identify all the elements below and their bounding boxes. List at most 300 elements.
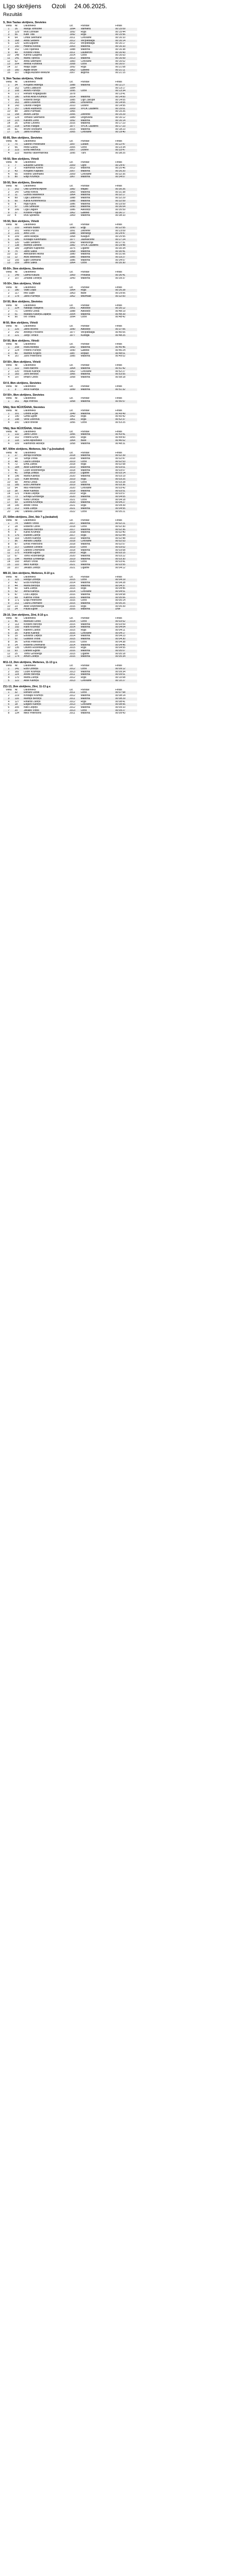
bib-cell: 24 bbox=[14, 608, 23, 611]
time-cell: 00:02:44 bbox=[115, 534, 137, 537]
time-cell: 00:24:47 bbox=[115, 232, 137, 235]
bib-cell: 160 bbox=[14, 69, 23, 72]
place-cell: 2 bbox=[8, 310, 10, 313]
time-cell: 00:38:25 bbox=[115, 152, 126, 155]
club-cell: Rīga bbox=[80, 415, 87, 418]
year-cell: 2013 bbox=[69, 57, 80, 60]
bib-cell: 14 bbox=[14, 644, 23, 647]
year-cell: 2018 bbox=[69, 549, 75, 552]
club-cell: Ozoli bbox=[80, 668, 114, 671]
year-cell: 1997 bbox=[69, 143, 80, 146]
time-cell: 00:05:39 bbox=[115, 605, 126, 608]
column-header-year: Dz. bbox=[69, 286, 74, 289]
column-header-nr: Nr. bbox=[14, 140, 19, 143]
club-cell: Dzuvienra bbox=[80, 101, 114, 105]
club-cell: Ogre bbox=[80, 164, 114, 167]
time-cell: 00:58:18 bbox=[115, 376, 126, 379]
time-cell: 00:16:07 bbox=[115, 63, 137, 66]
year-cell: 2016 bbox=[69, 655, 80, 658]
place-cell: 15 bbox=[3, 69, 14, 72]
bib-cell: 90 bbox=[14, 316, 18, 319]
time-cell: 00:45:46 bbox=[115, 346, 137, 349]
club-cell: Ropaži bbox=[80, 352, 114, 355]
year-cell: 2018 bbox=[69, 469, 75, 472]
name-cell: Olta Gromna-Apsīte bbox=[23, 188, 69, 191]
time-cell: 00:52:27 bbox=[115, 370, 126, 373]
place-cell: 9 bbox=[3, 602, 14, 605]
bib-cell: 142 bbox=[14, 331, 19, 334]
column-header-nr: Nr. bbox=[14, 304, 19, 307]
bib-cell: 197 bbox=[14, 376, 19, 379]
year-cell: 2014 bbox=[69, 626, 80, 629]
club-cell: Madona bbox=[80, 466, 114, 469]
time-cell: 00:48:42 bbox=[115, 316, 126, 319]
place-cell: 7 bbox=[3, 472, 14, 475]
club-cell: Zebrene bbox=[80, 113, 114, 116]
column-header-name: Dalībnieks bbox=[23, 325, 36, 328]
club-cell: Madona bbox=[80, 626, 114, 629]
name-cell: Pēteris Purviņš bbox=[23, 349, 41, 352]
time-cell: 00:03:51 bbox=[115, 490, 137, 493]
results-section bbox=[3, 406, 243, 425]
place-cell: 6 bbox=[8, 202, 10, 206]
table-row bbox=[3, 511, 137, 514]
name-cell: Gatis Šeidiers bbox=[23, 241, 40, 244]
place-cell: 2 bbox=[8, 146, 10, 149]
year-cell: 2008 bbox=[69, 63, 80, 66]
column-header-name: Dalībnieks bbox=[23, 410, 36, 413]
bib-cell: 211 bbox=[14, 602, 23, 605]
club-cell: Rīga bbox=[80, 289, 114, 292]
place-cell: 4 bbox=[8, 197, 10, 200]
name-cell: Keita Ozoliņa bbox=[23, 498, 39, 501]
results-section bbox=[3, 382, 243, 392]
place-cell: 11 bbox=[3, 608, 14, 611]
bib-cell: 186 bbox=[14, 239, 23, 242]
club-cell: Madona bbox=[80, 602, 114, 605]
bib-cell: 180 bbox=[14, 96, 23, 99]
year-cell: 2019 bbox=[69, 472, 80, 475]
bib-cell: 190 bbox=[14, 415, 19, 418]
place-cell: 5 bbox=[3, 239, 14, 242]
place-cell: 1 bbox=[3, 307, 14, 310]
column-header-time: Finišs bbox=[115, 161, 122, 164]
column-header-time: Finišs bbox=[115, 519, 122, 522]
club-cell: Gaiteiki bbox=[80, 212, 114, 215]
club-cell: Ozoli bbox=[80, 691, 114, 694]
name-cell: Ivo Tiriška bbox=[23, 316, 36, 319]
results-section bbox=[3, 321, 243, 337]
name-cell: Marina Vasermanoka bbox=[23, 152, 48, 155]
year-cell: 2020 bbox=[69, 475, 75, 478]
column-header-place: Vieta bbox=[6, 688, 12, 691]
place-cell: 16 bbox=[7, 128, 10, 131]
column-header-club: Pārstāv bbox=[80, 81, 90, 84]
name-cell: Karīna Gaujēna bbox=[23, 54, 42, 57]
results-subtitle: Rezultāti bbox=[3, 12, 22, 18]
bib-cell: 141 bbox=[14, 668, 23, 671]
results-section bbox=[3, 685, 243, 716]
place-cell: 7 bbox=[3, 540, 14, 543]
place-cell: 2 bbox=[8, 525, 10, 528]
club-cell: Ozoli bbox=[80, 525, 87, 528]
name-cell: Anita Šeibere bbox=[23, 40, 69, 43]
place-cell: 13 bbox=[3, 558, 14, 561]
bib-cell: 129 bbox=[14, 30, 19, 33]
year-cell: 1962 bbox=[69, 69, 80, 72]
table-row bbox=[3, 680, 137, 683]
year-cell: 1943 bbox=[69, 277, 75, 280]
year-cell: 1966 bbox=[69, 101, 80, 105]
club-cell: Cesvaine bbox=[80, 60, 92, 63]
time-cell: 00:13:34 bbox=[115, 90, 137, 93]
name-cell: Paula Liepiņa bbox=[23, 493, 40, 496]
bib-cell: 168 bbox=[14, 40, 23, 43]
bib-cell: 36 bbox=[14, 640, 18, 643]
name-cell: Sofija Zeltiņa bbox=[23, 472, 69, 475]
club-cell: Lezēre bbox=[80, 104, 89, 107]
name-cell: Bruno Rožkalns bbox=[23, 128, 42, 131]
bib-cell: 80 bbox=[14, 176, 23, 179]
year-cell: 1963 bbox=[69, 292, 75, 295]
bib-cell: 181 bbox=[14, 98, 19, 101]
year-cell: 2011 bbox=[69, 698, 80, 701]
column-header-year: Dz. bbox=[69, 25, 74, 28]
club-cell: Madona bbox=[80, 670, 90, 673]
year-cell: 2015 bbox=[69, 629, 75, 632]
time-cell: 00:37:06 bbox=[115, 328, 137, 331]
place-cell: 1 bbox=[3, 367, 14, 370]
year-cell: 2011 bbox=[69, 691, 80, 694]
name-cell: Miks Kalniņš bbox=[23, 564, 69, 567]
year-cell: 1999 bbox=[69, 388, 80, 392]
place-cell: 12 bbox=[7, 259, 10, 262]
place-cell: 2 bbox=[8, 292, 10, 295]
name-cell: Liva Vijanska bbox=[23, 48, 39, 51]
time-cell: 00:22:47 bbox=[115, 143, 137, 146]
name-cell: Jānis Duškovs bbox=[23, 101, 69, 105]
year-cell: 1958 bbox=[69, 442, 75, 445]
column-header-year: Dz. bbox=[69, 410, 74, 413]
section-title: V0-50+, 5km skrējiens, Vīrieši bbox=[3, 282, 41, 286]
club-cell: Vecpiebalga bbox=[80, 331, 95, 334]
column-header-nr: Nr. bbox=[14, 519, 19, 522]
time-cell: 00:33:59 bbox=[115, 202, 126, 206]
club-cell: Madona bbox=[80, 501, 114, 504]
bib-cell: 19 bbox=[14, 635, 18, 638]
column-header-name: Dalībnieks bbox=[23, 140, 36, 143]
time-cell: 00:40:05 bbox=[115, 331, 126, 334]
column-header-year: Dz. bbox=[69, 304, 74, 307]
place-cell: 3 bbox=[3, 373, 14, 376]
results-section bbox=[3, 572, 243, 611]
name-cell: Sabīne Priedīnāne bbox=[23, 143, 69, 146]
results-table bbox=[3, 271, 137, 280]
column-header-year: Dz. bbox=[69, 451, 74, 454]
club-cell: Rīga bbox=[80, 629, 87, 632]
name-cell: Andrejs Počkens bbox=[23, 331, 43, 334]
bib-cell: 23 bbox=[14, 605, 18, 608]
section-title: M11-13, 2km skrējiens, Meitenes, 11-13 g.v. bbox=[3, 661, 58, 665]
place-cell: 4 bbox=[8, 93, 10, 96]
place-cell: 11 bbox=[3, 113, 14, 116]
bib-cell: 216 bbox=[14, 232, 23, 235]
name-cell: Elza Eiguere bbox=[23, 42, 39, 45]
club-cell: Līgatne bbox=[80, 566, 90, 569]
club-cell: Madona bbox=[80, 400, 114, 403]
year-cell: 2013 bbox=[69, 680, 80, 683]
year-cell: 1986 bbox=[69, 202, 75, 206]
place-cell: 5 bbox=[3, 200, 14, 203]
year-cell: 2018 bbox=[69, 543, 75, 546]
name-cell: Ieva Dzirkale bbox=[23, 30, 39, 33]
column-header-club: Pārstāv bbox=[80, 519, 90, 522]
column-header-name: Dalībnieks bbox=[23, 519, 36, 522]
table-row bbox=[3, 567, 137, 570]
section-title: Z8-10, 1km skrējiens, Zēni, 8-10 g.v. bbox=[3, 614, 48, 617]
section-title: S0-50, 5km skrējiens, Sievietes bbox=[3, 181, 43, 185]
column-header-club: Pārstāv bbox=[80, 343, 90, 346]
column-header-time: Finišs bbox=[115, 688, 122, 691]
year-cell: 1988 bbox=[69, 48, 75, 51]
results-sections bbox=[3, 21, 243, 715]
bib-cell: 215 bbox=[14, 120, 23, 123]
section-title: SV-50, 8km skrējiens, Sievietes bbox=[3, 300, 43, 304]
bib-cell: 92 bbox=[14, 638, 23, 641]
name-cell: Krišjānis Kaplaks bbox=[23, 170, 69, 173]
time-cell: 00:16:02 bbox=[115, 60, 126, 63]
club-cell: Madona bbox=[80, 623, 90, 626]
bib-cell: 174 bbox=[14, 655, 23, 658]
year-cell: 1990 bbox=[69, 328, 80, 331]
year-cell: 2005 bbox=[69, 146, 75, 149]
time-cell: 00:15:44 bbox=[115, 30, 126, 33]
name-cell: Līga Dagare bbox=[23, 208, 38, 211]
club-cell: Ozoli bbox=[80, 498, 87, 501]
column-header-time: Finišs bbox=[115, 224, 122, 227]
time-cell: 00:36:41 bbox=[115, 274, 137, 277]
place-cell: 1 bbox=[3, 433, 14, 436]
club-cell: Valmiera bbox=[80, 28, 114, 31]
time-cell: 00:02:53 bbox=[115, 540, 137, 543]
year-cell: 1990 bbox=[69, 206, 80, 209]
club-cell: Madona bbox=[80, 214, 90, 217]
bib-cell: 170 bbox=[14, 676, 19, 680]
bib-cell: 200 bbox=[14, 421, 19, 424]
place-cell: 16 bbox=[7, 72, 10, 75]
column-header-year: Dz. bbox=[69, 271, 74, 274]
time-cell: 00:50:42 bbox=[115, 415, 126, 418]
results-section bbox=[3, 448, 243, 513]
time-cell: 00:05:18 bbox=[115, 652, 126, 655]
year-cell: 2019 bbox=[69, 558, 80, 561]
column-header-nr: Nr. bbox=[14, 25, 19, 28]
bib-cell: 207 bbox=[14, 566, 19, 569]
time-cell: 00:43:41 bbox=[115, 433, 137, 436]
time-cell: 00:03:55 bbox=[115, 564, 137, 567]
time-cell: 00:03:59 bbox=[115, 623, 126, 626]
place-cell: 1 bbox=[3, 28, 14, 31]
year-cell: 1982 bbox=[69, 188, 80, 191]
name-cell: Emīls Anšs Krūmiņš bbox=[23, 96, 69, 99]
place-cell: 1 bbox=[3, 400, 14, 403]
column-header-nr: Nr. bbox=[14, 385, 19, 388]
section-title: SV-50+, 8km skrējiens, Sievietes bbox=[3, 394, 44, 397]
year-cell: 2012 bbox=[69, 40, 80, 43]
year-cell: 1992 bbox=[69, 241, 75, 244]
bib-cell: 132 bbox=[14, 433, 23, 436]
time-cell: 00:05:34 bbox=[115, 655, 137, 658]
bib-cell: 71 bbox=[14, 310, 18, 313]
time-cell: 00:05:07 bbox=[115, 650, 137, 653]
time-cell: 00:27:31 bbox=[115, 241, 126, 244]
time-cell: 00:33:27 bbox=[115, 256, 137, 259]
place-cell: 16 bbox=[7, 498, 10, 501]
name-cell: Ineta Guliņa bbox=[23, 146, 38, 149]
name-cell: Juris Bērziņš bbox=[23, 373, 69, 376]
year-cell: 2012 bbox=[69, 676, 75, 680]
name-cell: Jānis Purmalis bbox=[23, 110, 41, 113]
year-cell: 2017 bbox=[69, 522, 80, 526]
club-cell: Madona bbox=[80, 585, 114, 588]
bib-cell: 116 bbox=[14, 478, 23, 481]
club-cell: Lezēre bbox=[80, 149, 114, 152]
bib-cell: 62 bbox=[14, 60, 18, 63]
bib-cell: 113 bbox=[14, 623, 19, 626]
results-table bbox=[3, 689, 137, 715]
name-cell: Ilmārs Ozols bbox=[23, 376, 38, 379]
year-cell: 1964 bbox=[69, 194, 80, 197]
year-cell: 2015 bbox=[69, 579, 80, 582]
bib-cell: 106 bbox=[14, 498, 19, 501]
place-cell: 1 bbox=[3, 620, 14, 623]
column-header-club: Pārstāv bbox=[80, 224, 90, 227]
place-cell: 1 bbox=[3, 522, 14, 526]
year-cell: 2020 bbox=[69, 554, 75, 557]
time-cell: 00:04:12 bbox=[115, 566, 126, 569]
time-cell: 00:29:48 bbox=[115, 244, 137, 247]
place-cell: 3 bbox=[3, 149, 14, 152]
club-cell: Rīga bbox=[80, 700, 87, 703]
column-header-nr: Nr. bbox=[14, 271, 19, 274]
club-cell: Rīga bbox=[80, 676, 87, 680]
bib-cell: 96 bbox=[14, 540, 23, 543]
place-cell: 15 bbox=[3, 564, 14, 567]
bib-cell: 59 bbox=[14, 501, 23, 504]
club-cell: Madona bbox=[80, 253, 90, 256]
section-title: SV-50, 8km skrējiens, Vīrieši bbox=[3, 340, 39, 343]
page-header bbox=[3, 2, 243, 18]
time-cell: 00:03:30 bbox=[115, 558, 137, 561]
year-cell: 1985 bbox=[69, 355, 75, 358]
year-cell: 2011 bbox=[69, 37, 75, 40]
bib-cell: 209 bbox=[14, 235, 19, 239]
column-header-year: Dz. bbox=[69, 385, 74, 388]
year-cell: 2015 bbox=[69, 597, 80, 600]
place-cell: 12 bbox=[7, 60, 10, 63]
results-table bbox=[3, 304, 137, 319]
column-header-place: Vieta bbox=[6, 617, 12, 620]
name-cell: Marta Zariņa bbox=[23, 676, 39, 680]
club-cell: Cesvaine bbox=[80, 632, 114, 635]
results-table bbox=[3, 452, 137, 514]
results-table bbox=[3, 161, 137, 179]
name-cell: Sofija Vītola bbox=[23, 457, 38, 460]
year-cell: 2019 bbox=[69, 552, 80, 555]
club-cell: Ozoli bbox=[80, 63, 114, 66]
column-header-name: Dalībnieks bbox=[23, 286, 36, 289]
place-cell: 3 bbox=[3, 90, 14, 93]
name-cell: Jānis Purmiņš bbox=[23, 295, 69, 298]
column-header-name: Dalībnieks bbox=[23, 185, 36, 188]
time-cell: 00:36:17 bbox=[115, 212, 137, 215]
club-cell: Lauderoni bbox=[80, 52, 114, 55]
event-date: 24.06.2025. bbox=[74, 3, 107, 10]
name-cell: Mārtiņš Bērziņš bbox=[23, 698, 69, 701]
club-cell: Aliksdīņi bbox=[80, 328, 114, 331]
name-cell: Rihards Zariņš bbox=[23, 700, 41, 703]
club-cell: Madona bbox=[80, 170, 114, 173]
results-section bbox=[3, 77, 243, 134]
club-cell: Madona bbox=[80, 529, 114, 532]
bib-cell: 224 bbox=[14, 307, 23, 310]
name-cell: Emīls Paeglis bbox=[23, 125, 69, 128]
column-header-year: Dz. bbox=[69, 430, 74, 433]
time-cell: 00:03:42 bbox=[115, 486, 126, 489]
column-header-name: Dalībnieks bbox=[23, 224, 36, 227]
place-cell: 4 bbox=[8, 587, 10, 590]
name-cell: Laura Dreimane bbox=[23, 602, 69, 605]
place-cell: 11 bbox=[3, 650, 14, 653]
name-cell: Marija Tomsone bbox=[23, 28, 69, 31]
bib-cell: 22 bbox=[14, 66, 18, 69]
name-cell: Liva Šimkuse bbox=[23, 206, 69, 209]
year-cell: 2019 bbox=[69, 478, 80, 481]
place-cell: 7 bbox=[3, 597, 14, 600]
time-cell: 00:13:41 bbox=[115, 93, 126, 96]
name-cell: Renārs Kriģalgauds bbox=[23, 93, 46, 96]
club-cell: Madona bbox=[80, 549, 90, 552]
name-cell: Rainers Zariņš bbox=[23, 629, 41, 632]
name-cell: Kārlis Kalniņš bbox=[23, 632, 69, 635]
table-row bbox=[3, 334, 137, 337]
place-cell: 8 bbox=[8, 208, 10, 211]
club-cell: Līgo Zākupe bbox=[80, 98, 95, 101]
name-cell: Dzidra Ērgle bbox=[23, 413, 69, 416]
club-cell: Ozoli bbox=[80, 461, 114, 464]
place-cell: 2 bbox=[8, 87, 10, 90]
table-row bbox=[3, 316, 137, 319]
place-cell: 10 bbox=[7, 253, 10, 256]
club-cell: Mandīzirija bbox=[80, 241, 93, 244]
results-section bbox=[3, 21, 243, 75]
place-cell: 9 bbox=[3, 52, 14, 55]
club-cell: Ozoli bbox=[80, 54, 87, 57]
place-cell: 12 bbox=[7, 554, 10, 557]
column-header-name: Dalībnieks bbox=[23, 397, 36, 400]
club-cell: Mētrangi bbox=[80, 232, 114, 235]
place-cell: 4 bbox=[8, 421, 10, 424]
year-cell: 1995 bbox=[69, 152, 75, 155]
time-cell: 00:04:18 bbox=[115, 498, 126, 501]
club-cell: Madona bbox=[80, 638, 114, 641]
club-cell: Madona bbox=[80, 593, 90, 596]
bib-cell: 126 bbox=[14, 131, 23, 134]
place-cell: 7 bbox=[3, 638, 14, 641]
place-cell: 1 bbox=[3, 84, 14, 87]
place-cell: 4 bbox=[8, 629, 10, 632]
place-cell: 2 bbox=[8, 30, 10, 33]
